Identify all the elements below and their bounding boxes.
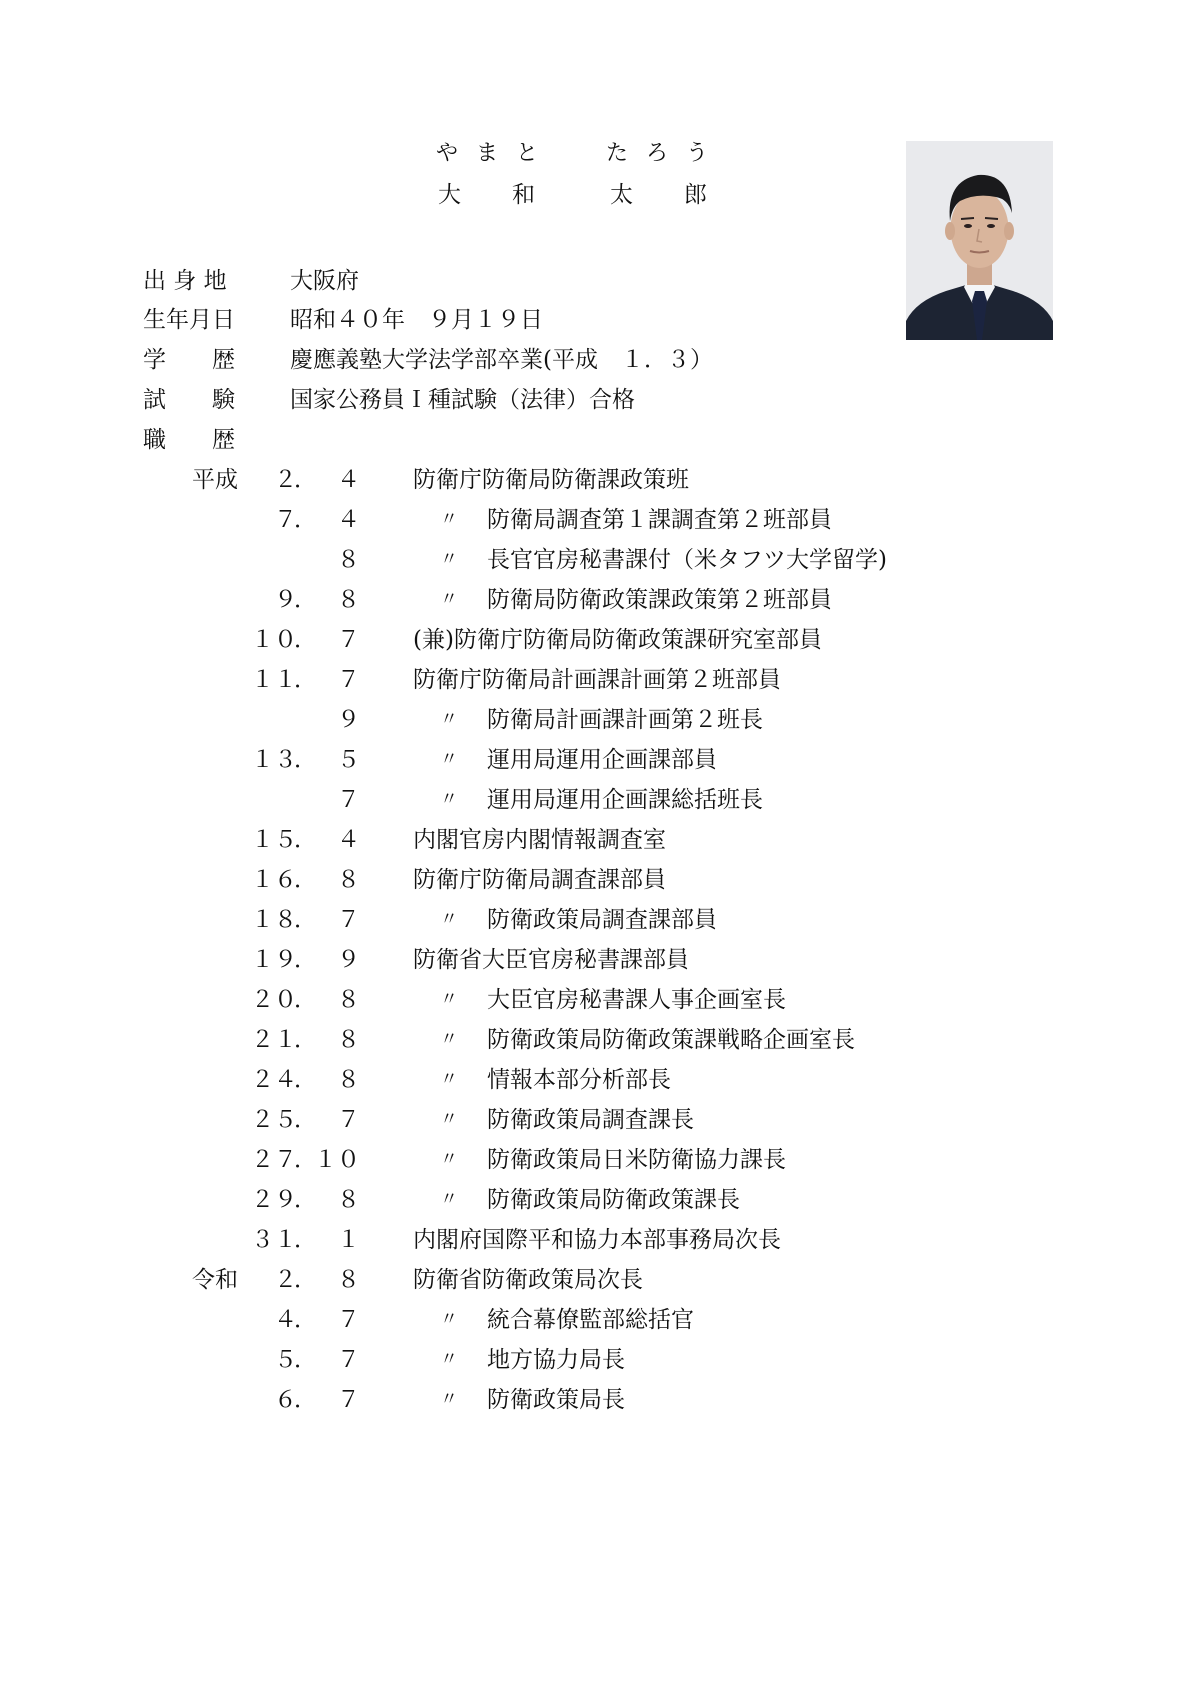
career-row bbox=[0, 1261, 1190, 1297]
kana-char: や bbox=[436, 141, 459, 166]
career-month: ７ bbox=[337, 1107, 360, 1133]
career-date-separator: ． bbox=[294, 1387, 317, 1413]
career-position: 防衛政策局調査課部員 bbox=[487, 907, 717, 933]
career-year: １０ bbox=[251, 627, 297, 653]
profile-row-career bbox=[0, 421, 1190, 457]
career-month: ７ bbox=[337, 627, 360, 653]
career-month: ８ bbox=[337, 1187, 360, 1213]
career-date-separator: ． bbox=[294, 1347, 317, 1373]
career-ditto-mark: 〃 bbox=[440, 1069, 458, 1090]
career-row bbox=[0, 1141, 1190, 1177]
career-date-separator: ． bbox=[294, 1187, 317, 1213]
kanji-char: 郎 bbox=[684, 182, 707, 208]
career-position: 防衛政策局長 bbox=[487, 1387, 625, 1413]
profile-label: 試 験 bbox=[143, 387, 235, 413]
career-position: 内閣官房内閣情報調査室 bbox=[413, 827, 666, 853]
career-position: 防衛政策局防衛政策課長 bbox=[487, 1187, 740, 1213]
career-year: ２０ bbox=[251, 987, 297, 1013]
career-date-separator: ． bbox=[294, 1227, 317, 1253]
career-date-separator: ． bbox=[294, 1107, 317, 1133]
career-month: ８ bbox=[337, 987, 360, 1013]
career-year: ２ bbox=[274, 1267, 297, 1293]
profile-value: 昭和４０年 ９月１９日 bbox=[290, 307, 543, 333]
kana-char: ま bbox=[476, 141, 499, 166]
career-year: ６ bbox=[274, 1387, 297, 1413]
career-position: 防衛局調査第１課調査第２班部員 bbox=[487, 507, 832, 533]
profile-value: 慶應義塾大学法学部卒業(平成 １．３） bbox=[290, 347, 713, 373]
career-year: ３１ bbox=[251, 1227, 297, 1253]
career-row bbox=[0, 501, 1190, 537]
career-position: 防衛庁防衛局防衛課政策班 bbox=[413, 467, 689, 493]
career-ditto-mark: 〃 bbox=[440, 989, 458, 1010]
career-month: ９ bbox=[337, 707, 360, 733]
career-date-separator: ． bbox=[294, 987, 317, 1013]
career-row bbox=[0, 701, 1190, 737]
kana-char: た bbox=[606, 141, 629, 166]
career-ditto-mark: 〃 bbox=[440, 589, 458, 610]
kanji-char: 大 bbox=[438, 182, 461, 208]
career-row bbox=[0, 1301, 1190, 1337]
profile-row-education bbox=[0, 341, 1190, 377]
career-position: 統合幕僚監部総括官 bbox=[487, 1307, 694, 1333]
career-ditto-mark: 〃 bbox=[440, 509, 458, 530]
career-row bbox=[0, 941, 1190, 977]
career-row bbox=[0, 1061, 1190, 1097]
profile-label: 出 身 地 bbox=[143, 268, 227, 294]
career-ditto-mark: 〃 bbox=[440, 1109, 458, 1130]
career-month: ７ bbox=[337, 667, 360, 693]
career-row bbox=[0, 781, 1190, 817]
career-position: 防衛政策局防衛政策課戦略企画室長 bbox=[487, 1027, 855, 1053]
name-kanji bbox=[400, 176, 760, 216]
career-month: ８ bbox=[337, 1267, 360, 1293]
career-position: 内閣府国際平和協力本部事務局次長 bbox=[413, 1227, 781, 1253]
career-month: ８ bbox=[337, 867, 360, 893]
career-position: 地方協力局長 bbox=[487, 1347, 625, 1373]
career-row bbox=[0, 621, 1190, 657]
career-row bbox=[0, 821, 1190, 857]
career-position: 運用局運用企画課総括班長 bbox=[487, 787, 763, 813]
career-row bbox=[0, 1181, 1190, 1217]
career-date-separator: ． bbox=[294, 907, 317, 933]
career-year: ２９ bbox=[251, 1187, 297, 1213]
career-year: １５ bbox=[251, 827, 297, 853]
career-position: 防衛省防衛政策局次長 bbox=[413, 1267, 643, 1293]
career-row bbox=[0, 541, 1190, 577]
career-date-separator: ． bbox=[294, 1147, 317, 1173]
profile-row-exam bbox=[0, 381, 1190, 417]
profile-row-birthdate bbox=[0, 301, 1190, 337]
kana-char: と bbox=[516, 141, 539, 166]
career-row bbox=[0, 861, 1190, 897]
career-year: １３ bbox=[251, 747, 297, 773]
career-row bbox=[0, 661, 1190, 697]
career-date-separator: ． bbox=[294, 867, 317, 893]
career-row bbox=[0, 901, 1190, 937]
career-position: 防衛局防衛政策課政策第２班部員 bbox=[487, 587, 832, 613]
career-month: ４ bbox=[337, 507, 360, 533]
career-position: 防衛政策局日米防衛協力課長 bbox=[487, 1147, 786, 1173]
profile-value: 国家公務員Ｉ種試験（法律）合格 bbox=[290, 387, 635, 413]
career-date-separator: ． bbox=[294, 587, 317, 613]
career-date-separator: ． bbox=[294, 507, 317, 533]
career-row bbox=[0, 981, 1190, 1017]
career-position: 防衛省大臣官房秘書課部員 bbox=[413, 947, 689, 973]
career-year: １８ bbox=[251, 907, 297, 933]
career-month: ７ bbox=[337, 1307, 360, 1333]
career-date-separator: ． bbox=[294, 467, 317, 493]
career-ditto-mark: 〃 bbox=[440, 789, 458, 810]
career-month: ８ bbox=[337, 1027, 360, 1053]
career-ditto-mark: 〃 bbox=[440, 1149, 458, 1170]
kanji-char: 太 bbox=[610, 182, 633, 208]
career-ditto-mark: 〃 bbox=[440, 1189, 458, 1210]
career-position: 大臣官房秘書課人事企画室長 bbox=[487, 987, 786, 1013]
career-row bbox=[0, 1221, 1190, 1257]
career-month: ９ bbox=[337, 947, 360, 973]
career-row bbox=[0, 1381, 1190, 1417]
career-month: ４ bbox=[337, 827, 360, 853]
career-ditto-mark: 〃 bbox=[440, 749, 458, 770]
career-ditto-mark: 〃 bbox=[440, 709, 458, 730]
career-row bbox=[0, 1021, 1190, 1057]
career-year: １６ bbox=[251, 867, 297, 893]
profile-label: 学 歴 bbox=[143, 347, 235, 373]
career-year: ２５ bbox=[251, 1107, 297, 1133]
career-era: 平成 bbox=[192, 467, 238, 493]
profile-label: 生年月日 bbox=[143, 307, 235, 333]
career-year: ２７ bbox=[251, 1147, 297, 1173]
career-year: ４ bbox=[274, 1307, 297, 1333]
career-month: ７ bbox=[337, 787, 360, 813]
career-row bbox=[0, 581, 1190, 617]
kanji-char: 和 bbox=[512, 182, 535, 208]
career-date-separator: ． bbox=[294, 747, 317, 773]
career-row bbox=[0, 1341, 1190, 1377]
career-row bbox=[0, 1101, 1190, 1137]
career-month: ７ bbox=[337, 1347, 360, 1373]
career-year: １１ bbox=[251, 667, 297, 693]
career-position: 防衛政策局調査課長 bbox=[487, 1107, 694, 1133]
name-kana bbox=[400, 136, 760, 176]
career-year: ７ bbox=[274, 507, 297, 533]
career-date-separator: ． bbox=[294, 1067, 317, 1093]
career-year: ５ bbox=[274, 1347, 297, 1373]
profile-label: 職 歴 bbox=[143, 427, 235, 453]
career-ditto-mark: 〃 bbox=[440, 549, 458, 570]
kana-char: う bbox=[686, 141, 709, 166]
career-year: ９ bbox=[274, 587, 297, 613]
career-month: ４ bbox=[337, 467, 360, 493]
career-date-separator: ． bbox=[294, 1027, 317, 1053]
career-date-separator: ． bbox=[294, 667, 317, 693]
career-month: ７ bbox=[337, 907, 360, 933]
kana-char: ろ bbox=[646, 141, 669, 166]
career-date-separator: ． bbox=[294, 1267, 317, 1293]
career-row bbox=[0, 741, 1190, 777]
career-ditto-mark: 〃 bbox=[440, 1309, 458, 1330]
career-month: ８ bbox=[337, 587, 360, 613]
career-position: 運用局運用企画課部員 bbox=[487, 747, 717, 773]
career-position: 防衛局計画課計画第２班長 bbox=[487, 707, 763, 733]
career-year: ２１ bbox=[251, 1027, 297, 1053]
career-date-separator: ． bbox=[294, 827, 317, 853]
career-month: ５ bbox=[337, 747, 360, 773]
career-position: 情報本部分析部長 bbox=[487, 1067, 671, 1093]
career-row bbox=[0, 461, 1190, 497]
career-ditto-mark: 〃 bbox=[440, 1389, 458, 1410]
name-heading bbox=[400, 136, 760, 216]
career-position: (兼)防衛庁防衛局防衛政策課研究室部員 bbox=[413, 627, 822, 653]
career-year: ２ bbox=[274, 467, 297, 493]
career-month: ７ bbox=[337, 1387, 360, 1413]
career-date-separator: ． bbox=[294, 627, 317, 653]
career-year: １９ bbox=[251, 947, 297, 973]
career-date-separator: ． bbox=[294, 1307, 317, 1333]
career-month: ８ bbox=[337, 1067, 360, 1093]
career-era: 令和 bbox=[192, 1267, 238, 1293]
career-date-separator: ． bbox=[294, 947, 317, 973]
profile-row-birthplace bbox=[0, 262, 1190, 298]
career-position: 防衛庁防衛局計画課計画第２班部員 bbox=[413, 667, 781, 693]
career-month: ８ bbox=[337, 547, 360, 573]
career-ditto-mark: 〃 bbox=[440, 909, 458, 930]
career-ditto-mark: 〃 bbox=[440, 1349, 458, 1370]
career-position: 長官官房秘書課付（米タフツ大学留学) bbox=[487, 547, 887, 573]
profile-value: 大阪府 bbox=[290, 268, 359, 294]
career-month: １ bbox=[337, 1227, 360, 1253]
career-month: １０ bbox=[314, 1147, 360, 1173]
career-year: ２４ bbox=[251, 1067, 297, 1093]
career-position: 防衛庁防衛局調査課部員 bbox=[413, 867, 666, 893]
career-ditto-mark: 〃 bbox=[440, 1029, 458, 1050]
